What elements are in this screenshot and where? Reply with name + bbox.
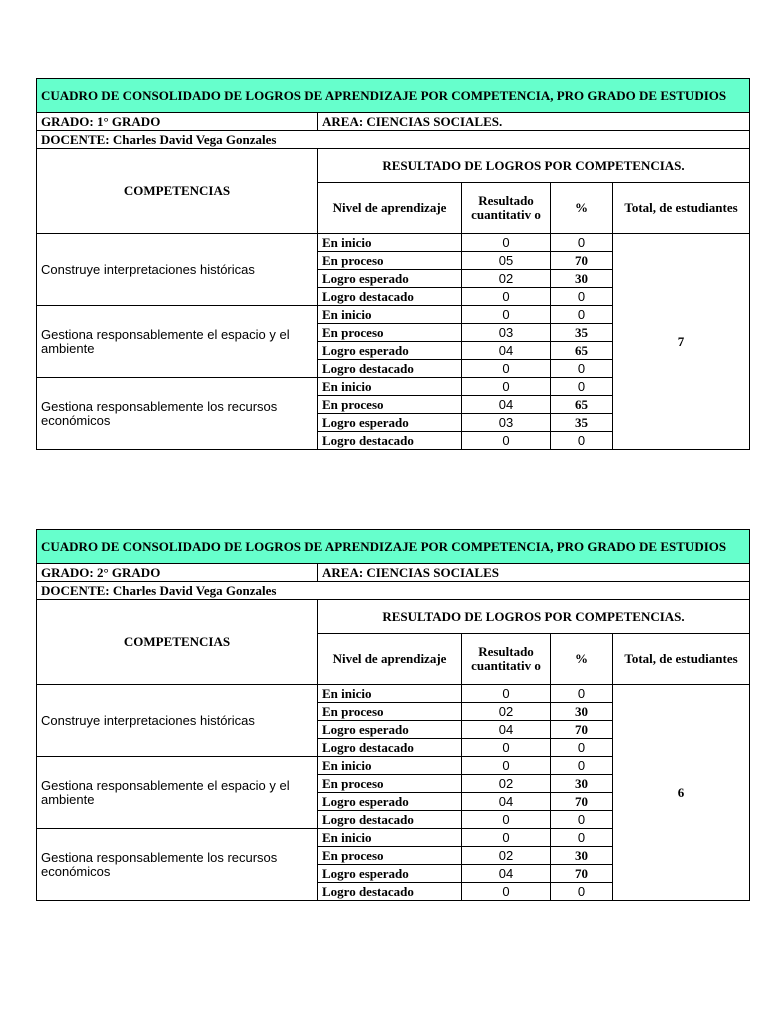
resultado-cuantitativo-cell: 0 — [462, 360, 551, 378]
nivel-aprendizaje-cell: Logro esperado — [318, 865, 462, 883]
table-title: CUADRO DE CONSOLIDADO DE LOGROS DE APRENDIZAJE POR COMPETENCIA, PRO GRADO DE ESTUDIOS — [37, 79, 750, 113]
resultado-cuantitativo-cell: 04 — [462, 865, 551, 883]
resultado-cuantitativo-cell: 0 — [462, 685, 551, 703]
nivel-aprendizaje-cell: Logro esperado — [318, 270, 462, 288]
grado-label: GRADO: 1° GRADO — [37, 113, 318, 131]
docente-label: DOCENTE: Charles David Vega Gonzales — [37, 131, 750, 149]
nivel-aprendizaje-cell: En inicio — [318, 378, 462, 396]
percent-cell: 35 — [551, 324, 613, 342]
percent-cell: 30 — [551, 847, 613, 865]
resultado-cuantitativo-cell: 04 — [462, 721, 551, 739]
resultado-cuantitativo-cell: 0 — [462, 432, 551, 450]
resultado-cuantitativo-cell: 04 — [462, 342, 551, 360]
nivel-aprendizaje-cell: Logro esperado — [318, 342, 462, 360]
total-estudiantes-cell: 6 — [613, 685, 750, 901]
resultado-cuantitativo-cell: 0 — [462, 378, 551, 396]
resultado-cuantitativo-cell: 02 — [462, 847, 551, 865]
nivel-aprendizaje-cell: En proceso — [318, 703, 462, 721]
percent-cell: 70 — [551, 865, 613, 883]
resultado-header: RESULTADO DE LOGROS POR COMPETENCIAS. — [318, 600, 750, 634]
table-title: CUADRO DE CONSOLIDADO DE LOGROS DE APRENDIZAJE POR COMPETENCIA, PRO GRADO DE ESTUDIOS — [37, 530, 750, 564]
nivel-aprendizaje-cell: En inicio — [318, 306, 462, 324]
nivel-aprendizaje-cell: Logro esperado — [318, 414, 462, 432]
percent-cell: 65 — [551, 396, 613, 414]
resultado-cuantitativo-cell: 0 — [462, 739, 551, 757]
percent-cell: 30 — [551, 270, 613, 288]
competencias-header: COMPETENCIAS — [37, 149, 318, 234]
percent-cell: 30 — [551, 703, 613, 721]
total-estudiantes-cell: 7 — [613, 234, 750, 450]
resultado-cuantitativo-cell: 05 — [462, 252, 551, 270]
table-row — [37, 685, 750, 703]
area-label: AREA: CIENCIAS SOCIALES. — [318, 113, 750, 131]
percent-cell: 0 — [551, 811, 613, 829]
percent-cell: 35 — [551, 414, 613, 432]
percent-cell: 70 — [551, 721, 613, 739]
resultado-cuantitativo-cell: 0 — [462, 306, 551, 324]
resultado-cuantitativo-cell: 02 — [462, 270, 551, 288]
column-header-resultado: Resultado cuantitativ o — [462, 634, 551, 685]
consolidado-table — [36, 78, 750, 450]
resultado-cuantitativo-cell: 0 — [462, 811, 551, 829]
competencia-name: Construye interpretaciones históricas — [37, 234, 318, 306]
resultado-cuantitativo-cell: 03 — [462, 414, 551, 432]
resultado-cuantitativo-cell: 02 — [462, 775, 551, 793]
nivel-aprendizaje-cell: Logro destacado — [318, 811, 462, 829]
percent-cell: 0 — [551, 288, 613, 306]
resultado-cuantitativo-cell: 03 — [462, 324, 551, 342]
nivel-aprendizaje-cell: Logro destacado — [318, 739, 462, 757]
resultado-cuantitativo-cell: 0 — [462, 288, 551, 306]
nivel-aprendizaje-cell: Logro destacado — [318, 432, 462, 450]
column-header-resultado: Resultado cuantitativ o — [462, 183, 551, 234]
nivel-aprendizaje-cell: En inicio — [318, 685, 462, 703]
competencia-name: Construye interpretaciones históricas — [37, 685, 318, 757]
percent-cell: 0 — [551, 883, 613, 901]
nivel-aprendizaje-cell: En inicio — [318, 757, 462, 775]
resultado-header: RESULTADO DE LOGROS POR COMPETENCIAS. — [318, 149, 750, 183]
competencia-name: Gestiona responsablemente el espacio y el ambiente — [37, 757, 318, 829]
column-header-total: Total, de estudiantes — [613, 634, 750, 685]
nivel-aprendizaje-cell: En proceso — [318, 775, 462, 793]
resultado-cuantitativo-cell: 02 — [462, 703, 551, 721]
column-header-percent: % — [551, 183, 613, 234]
competencia-name: Gestiona responsablemente el espacio y el ambiente — [37, 306, 318, 378]
consolidado-table — [36, 529, 750, 901]
percent-cell: 30 — [551, 775, 613, 793]
percent-cell: 0 — [551, 360, 613, 378]
percent-cell: 0 — [551, 829, 613, 847]
percent-cell: 70 — [551, 252, 613, 270]
nivel-aprendizaje-cell: En inicio — [318, 829, 462, 847]
resultado-cuantitativo-cell: 04 — [462, 396, 551, 414]
area-label: AREA: CIENCIAS SOCIALES — [318, 564, 750, 582]
column-header-total: Total, de estudiantes — [613, 183, 750, 234]
table-row — [37, 234, 750, 252]
nivel-aprendizaje-cell: En proceso — [318, 324, 462, 342]
percent-cell: 0 — [551, 739, 613, 757]
nivel-aprendizaje-cell: En proceso — [318, 847, 462, 865]
percent-cell: 70 — [551, 793, 613, 811]
percent-cell: 0 — [551, 306, 613, 324]
competencia-name: Gestiona responsablemente los recursos económicos — [37, 829, 318, 901]
percent-cell: 0 — [551, 757, 613, 775]
percent-cell: 0 — [551, 685, 613, 703]
percent-cell: 65 — [551, 342, 613, 360]
nivel-aprendizaje-cell: Logro destacado — [318, 883, 462, 901]
resultado-cuantitativo-cell: 04 — [462, 793, 551, 811]
resultado-cuantitativo-cell: 0 — [462, 757, 551, 775]
nivel-aprendizaje-cell: En proceso — [318, 252, 462, 270]
competencia-name: Gestiona responsablemente los recursos económicos — [37, 378, 318, 450]
nivel-aprendizaje-cell: Logro destacado — [318, 360, 462, 378]
nivel-aprendizaje-cell: Logro destacado — [318, 288, 462, 306]
nivel-aprendizaje-cell: Logro esperado — [318, 793, 462, 811]
percent-cell: 0 — [551, 234, 613, 252]
percent-cell: 0 — [551, 378, 613, 396]
nivel-aprendizaje-cell: Logro esperado — [318, 721, 462, 739]
column-header-percent: % — [551, 634, 613, 685]
docente-label: DOCENTE: Charles David Vega Gonzales — [37, 582, 750, 600]
column-header-nivel: Nivel de aprendizaje — [318, 183, 462, 234]
resultado-cuantitativo-cell: 0 — [462, 234, 551, 252]
percent-cell: 0 — [551, 432, 613, 450]
nivel-aprendizaje-cell: En inicio — [318, 234, 462, 252]
competencias-header: COMPETENCIAS — [37, 600, 318, 685]
resultado-cuantitativo-cell: 0 — [462, 883, 551, 901]
grado-label: GRADO: 2° GRADO — [37, 564, 318, 582]
column-header-nivel: Nivel de aprendizaje — [318, 634, 462, 685]
nivel-aprendizaje-cell: En proceso — [318, 396, 462, 414]
resultado-cuantitativo-cell: 0 — [462, 829, 551, 847]
